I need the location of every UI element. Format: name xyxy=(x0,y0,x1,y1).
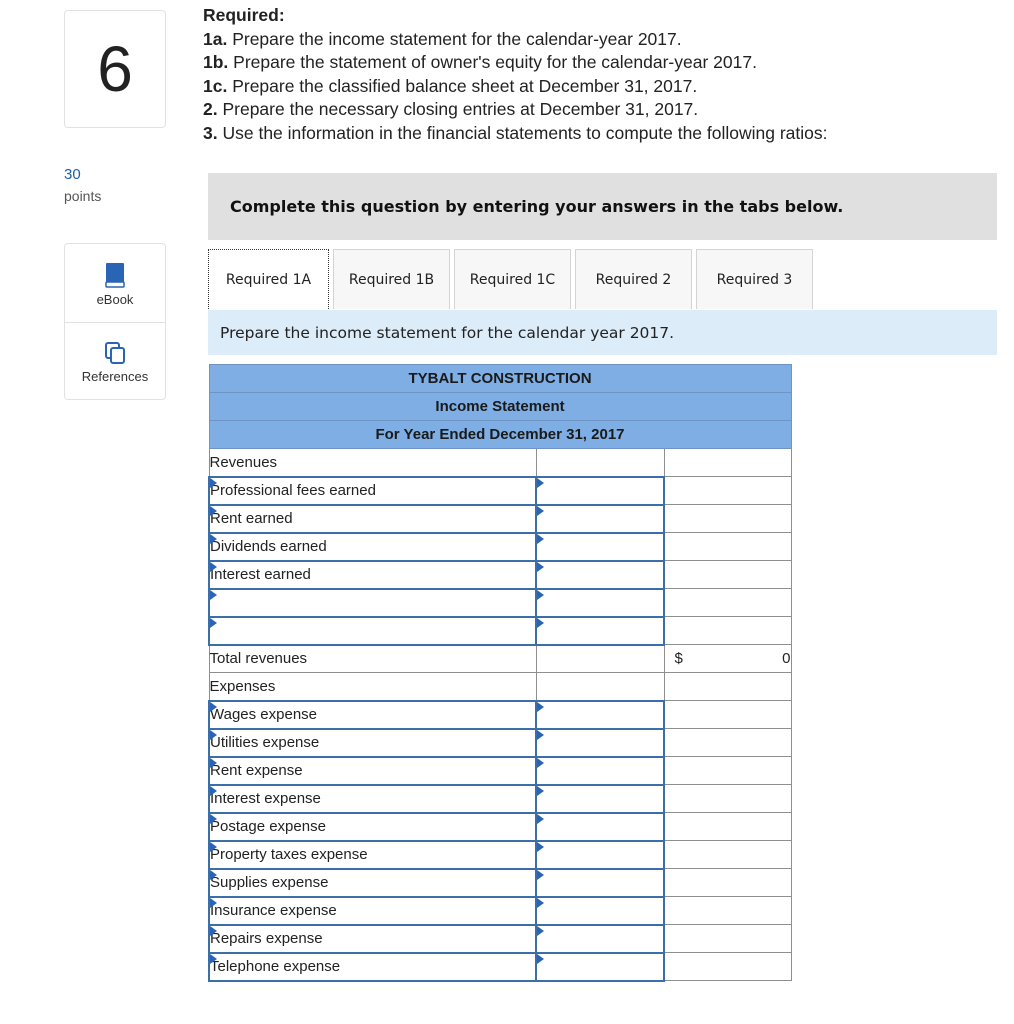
revenue-amount-input[interactable] xyxy=(536,533,664,561)
expense-amount-input[interactable] xyxy=(536,925,664,953)
table-row xyxy=(209,757,791,785)
expense-account-select[interactable]: Utilities expense xyxy=(209,729,536,757)
expense-amount-input[interactable] xyxy=(536,841,664,869)
table-row xyxy=(209,785,791,813)
tab-required-1b[interactable]: Required 1B xyxy=(333,249,450,309)
expense-account-select[interactable]: Property taxes expense xyxy=(209,841,536,869)
expense-amount-input[interactable] xyxy=(536,729,664,757)
revenue-account-select[interactable]: Interest earned xyxy=(209,561,536,589)
expenses-header-row xyxy=(209,673,791,701)
tab-bar xyxy=(208,249,817,309)
tab-required-2[interactable]: Required 2 xyxy=(575,249,692,309)
currency-symbol: $ xyxy=(674,650,683,667)
tab-required-3[interactable]: Required 3 xyxy=(696,249,813,309)
expense-amount-input[interactable] xyxy=(536,757,664,785)
expense-account-select[interactable]: Interest expense xyxy=(209,785,536,813)
expense-amount-input[interactable] xyxy=(536,869,664,897)
total-revenues-value xyxy=(664,645,791,673)
revenue-account-select[interactable]: Rent earned xyxy=(209,505,536,533)
revenue-amount-input[interactable] xyxy=(536,617,664,645)
ebook-label: eBook xyxy=(96,292,134,307)
revenues-header-row xyxy=(209,449,791,477)
expenses-label: Expenses xyxy=(209,673,536,701)
expense-amount-input[interactable] xyxy=(536,953,664,981)
expense-account-select[interactable]: Rent expense xyxy=(209,757,536,785)
expense-amount-input[interactable] xyxy=(536,785,664,813)
required-item: 1a. Prepare the income statement for the calendar-year 2017. xyxy=(203,28,682,49)
table-row xyxy=(209,589,791,617)
question-number: 6 xyxy=(64,10,166,128)
table-row xyxy=(209,561,791,589)
required-item: 3. Use the information in the financial statements to compute the following ratios: xyxy=(203,122,828,143)
table-row xyxy=(209,953,791,981)
revenue-account-select[interactable] xyxy=(209,589,536,617)
revenue-account-select[interactable] xyxy=(209,617,536,645)
tools-panel xyxy=(64,243,166,400)
copy-icon xyxy=(103,341,127,365)
tab-required-1a[interactable]: Required 1A xyxy=(208,249,329,309)
revenue-account-select[interactable]: Professional fees earned xyxy=(209,477,536,505)
revenue-amount-input[interactable] xyxy=(536,477,664,505)
statement-period: For Year Ended December 31, 2017 xyxy=(209,421,791,449)
table-row xyxy=(209,897,791,925)
required-item: 1b. Prepare the statement of owner's equity for the calendar-year 2017. xyxy=(203,52,757,72)
required-list xyxy=(203,4,828,145)
expense-amount-input[interactable] xyxy=(536,897,664,925)
total-revenues-label: Total revenues xyxy=(209,645,536,673)
ebook-button[interactable] xyxy=(65,244,165,322)
tab-instruction: Prepare the income statement for the calendar year 2017. xyxy=(208,310,997,355)
required-item: 1c. Prepare the classified balance sheet at December 31, 2017. xyxy=(203,75,698,96)
table-row xyxy=(209,869,791,897)
book-icon xyxy=(104,262,126,288)
table-row xyxy=(209,701,791,729)
points-label: points xyxy=(64,188,102,204)
expense-amount-input[interactable] xyxy=(536,813,664,841)
expense-account-select[interactable]: Wages expense xyxy=(209,701,536,729)
revenue-amount-input[interactable] xyxy=(536,589,664,617)
instructions-banner: Complete this question by entering your answers in the tabs below. xyxy=(208,173,997,240)
total-revenues-row xyxy=(209,645,791,673)
references-label: References xyxy=(81,369,149,384)
references-button[interactable] xyxy=(65,322,165,400)
table-row xyxy=(209,813,791,841)
revenues-label: Revenues xyxy=(209,449,536,477)
table-row xyxy=(209,533,791,561)
revenue-amount-input[interactable] xyxy=(536,561,664,589)
company-name: TYBALT CONSTRUCTION xyxy=(209,365,791,393)
income-statement-table xyxy=(208,364,792,982)
statement-title: Income Statement xyxy=(209,393,791,421)
total-revenues-amount: 0 xyxy=(782,650,791,667)
expense-account-select[interactable]: Supplies expense xyxy=(209,869,536,897)
table-row xyxy=(209,617,791,645)
table-row xyxy=(209,505,791,533)
revenue-account-select[interactable]: Dividends earned xyxy=(209,533,536,561)
points-value: 30 xyxy=(64,166,81,183)
revenue-amount-input[interactable] xyxy=(536,505,664,533)
expense-amount-input[interactable] xyxy=(536,701,664,729)
table-row xyxy=(209,925,791,953)
expense-account-select[interactable]: Postage expense xyxy=(209,813,536,841)
required-item: 2. Prepare the necessary closing entries at December 31, 2017. xyxy=(203,99,699,119)
required-title: Required: xyxy=(203,5,285,25)
table-row xyxy=(209,477,791,505)
expense-account-select[interactable]: Repairs expense xyxy=(209,925,536,953)
table-row xyxy=(209,729,791,757)
table-row xyxy=(209,841,791,869)
expense-account-select[interactable]: Telephone expense xyxy=(209,953,536,981)
expense-account-select[interactable]: Insurance expense xyxy=(209,897,536,925)
tab-required-1c[interactable]: Required 1C xyxy=(454,249,571,309)
